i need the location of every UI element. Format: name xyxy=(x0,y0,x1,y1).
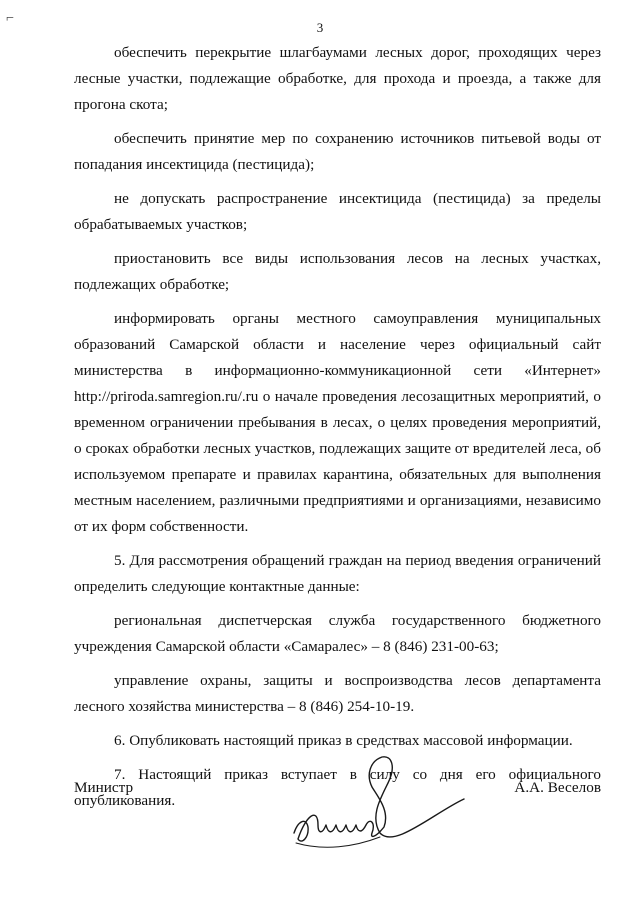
paragraph-dispatch-contact: региональная диспетчерская служба государственного бюджетного учреждения Самарской области «Самаралес» – 8 (846) 231-00-63; xyxy=(74,612,601,655)
paragraph-barriers: обеспечить перекрытие шлагбаумами лесных дорог, проходящих через лесные участки, подлежащие обработке, для прохода и проезда, а также для прогона скота; xyxy=(74,44,601,113)
paragraph-item-7: 7. Настоящий приказ вступает в силу со дня его официального опубликования. xyxy=(74,766,601,809)
paragraph-item-5: 5. Для рассмотрения обращений граждан на период введения ограничений определить следующие контактные данные: xyxy=(74,552,601,595)
corner-mark: ⌐ xyxy=(6,11,14,26)
paragraph-spread-limits: не допускать распространение инсектицида (пестицида) за пределы обрабатываемых участков; xyxy=(74,190,601,233)
paragraph-suspend-use: приостановить все виды использования лесов на лесных участках, подлежащих обработке; xyxy=(74,250,601,293)
paragraph-department-contact: управление охраны, защиты и воспроизводства лесов департамента лесного хозяйства министерства – 8 (846) 254-10-19. xyxy=(74,672,601,715)
handwritten-signature xyxy=(284,741,469,861)
page-number: 3 xyxy=(316,20,324,35)
signatory-name: А.А. Веселов xyxy=(514,779,601,796)
signature-block xyxy=(74,775,601,865)
paragraph-inform: информировать органы местного самоуправления муниципальных образований Самарской области и население через официальный сайт министерства в информационно-коммуникационной сети «Интернет» http://priroda.samregion.ru/.ru о начале проведения лесозащитных мероприятий, о временном ограничении пребывания в лесах, о целях проведения мероприятий, о сроках обработки лесных участков, подлежащих защите от вредителей леса, об используемом препарате и правилах карантина, обязательных для выполнения местным населением, различными предприятиями и организациями, независимо от их форм собственности. xyxy=(74,310,601,535)
document-body xyxy=(74,40,601,822)
paragraph-water-sources: обеспечить принятие мер по сохранению источников питьевой воды от попадания инсектицида (пестицида); xyxy=(74,130,601,173)
paragraph-item-6: 6. Опубликовать настоящий приказ в средствах массовой информации. xyxy=(114,732,573,749)
signatory-title: Министр xyxy=(74,779,134,796)
